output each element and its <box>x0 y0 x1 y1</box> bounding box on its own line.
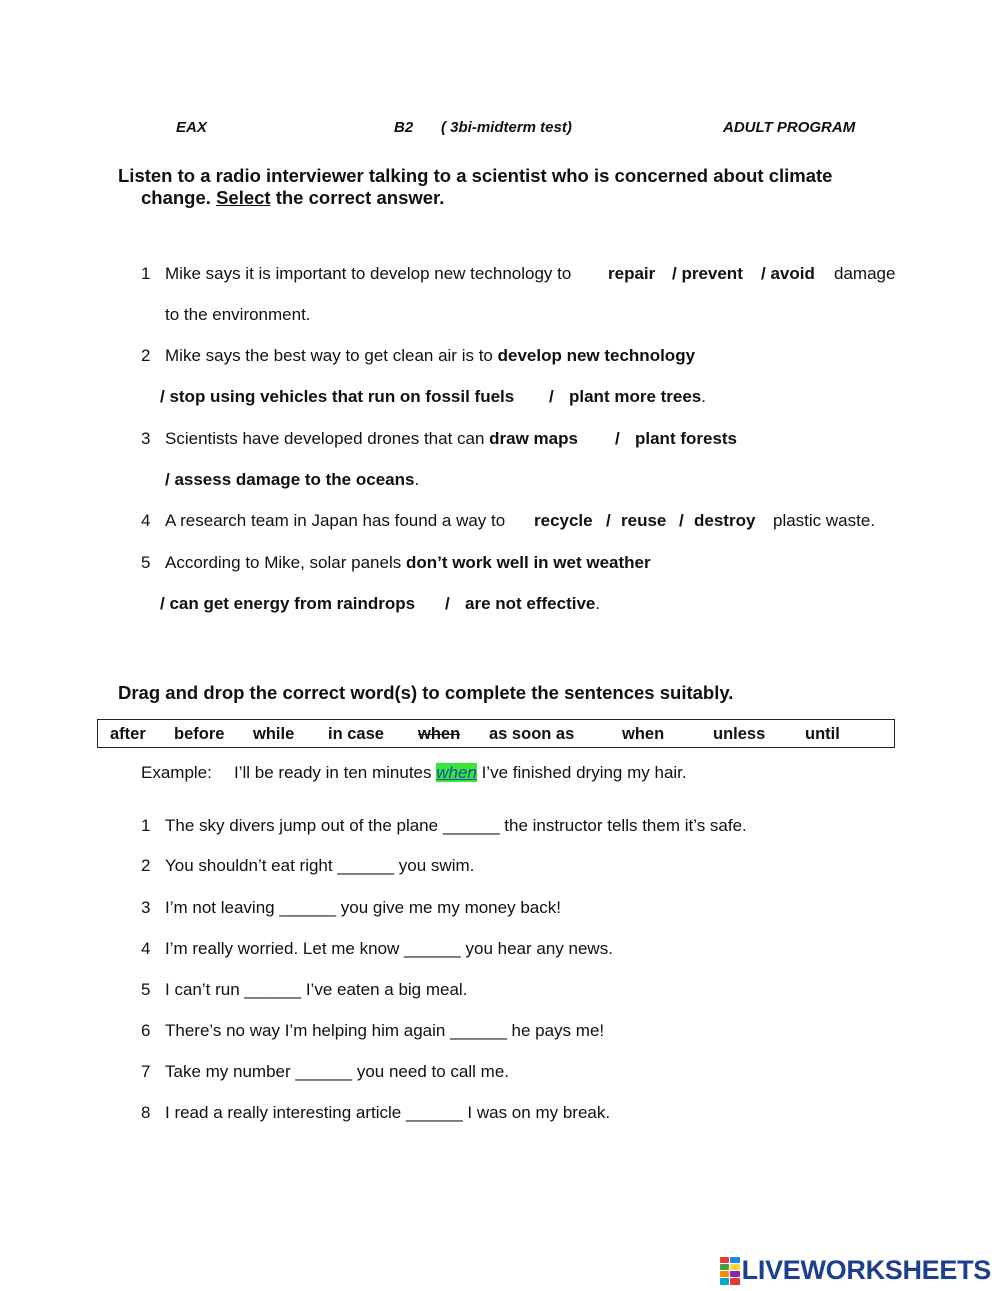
q3-option-plant-forests[interactable]: plant forests <box>635 429 738 448</box>
sentence-number: 3 <box>141 898 151 917</box>
sentence-text: he pays me! <box>506 1021 605 1040</box>
sentence-text: I read a really interesting article <box>165 1103 406 1122</box>
q4-option-recycle[interactable]: recycle <box>534 511 593 530</box>
question-2-stem: Mike says the best way to get clean air is to <box>165 346 498 365</box>
sentence-text: the instructor tells them it’s safe. <box>499 816 747 835</box>
question-3-line1 <box>165 429 578 449</box>
q1-option-repair[interactable]: repair <box>608 264 656 283</box>
question-5-line1 <box>165 553 651 573</box>
sentence-text: you hear any news. <box>460 939 613 958</box>
section1-instruction-line2 <box>141 187 444 209</box>
q2-option-plant-trees[interactable]: plant more trees <box>569 387 702 406</box>
q5-option-raindrops[interactable]: / can get energy from raindrops <box>160 594 416 613</box>
sentence-3 <box>165 898 561 918</box>
sentence-1 <box>165 816 747 836</box>
q2-option-stop-vehicles[interactable]: / stop using vehicles that run on fossil fuels <box>160 387 515 406</box>
sentence-number: 1 <box>141 816 151 835</box>
section2-instruction: Drag and drop the correct word(s) to complete the sentences suitably. <box>118 682 734 703</box>
question-3-line2 <box>165 470 419 490</box>
sentence-text: There’s no way I’m helping him again <box>165 1021 451 1040</box>
sentence-2 <box>165 856 474 876</box>
question-4-stem: A research team in Japan has found a way to <box>165 511 506 530</box>
word-bank-item-when[interactable]: when <box>622 725 665 743</box>
question-1-line2: to the environment. <box>165 305 311 324</box>
question-3-stem: Scientists have developed drones that can <box>165 429 490 448</box>
drop-blank-7[interactable]: ______ <box>295 1062 353 1081</box>
sentence-text: I’m really worried. Let me know <box>165 939 405 958</box>
sentence-text: I’ve eaten a big meal. <box>301 980 468 999</box>
question-number: 4 <box>141 511 151 530</box>
liveworksheets-logo <box>720 1255 991 1286</box>
section1-instruction-line1: Listen to a radio interviewer talking to a scientist who is concerned about climate <box>118 165 833 186</box>
sentence-text: I can’t run <box>165 980 245 999</box>
drop-blank-3[interactable]: ______ <box>279 898 337 917</box>
sentence-number: 8 <box>141 1103 151 1122</box>
q1-option-prevent[interactable]: / prevent <box>672 264 743 283</box>
option-separator: / <box>549 387 554 406</box>
word-bank-item-in-case[interactable]: in case <box>328 725 384 743</box>
q5-option-wet-weather[interactable]: don’t work well in wet weather <box>405 553 651 572</box>
drop-blank-1[interactable]: ______ <box>442 816 500 835</box>
q3-option-assess-damage[interactable]: / assess damage to the oceans <box>165 470 415 489</box>
word-bank-item-unless[interactable]: unless <box>713 725 766 743</box>
example-answer-highlight: when <box>436 763 477 782</box>
sentence-7 <box>165 1062 509 1082</box>
instruction-text: change. <box>141 187 217 208</box>
header-test-name: ( 3bi-midterm test) <box>441 119 572 136</box>
q5-option-not-effective[interactable]: are not effective <box>465 594 596 613</box>
question-number: 5 <box>141 553 151 572</box>
sentence-text: you need to call me. <box>352 1062 509 1081</box>
q4-option-destroy[interactable]: destroy <box>694 511 756 530</box>
sentence-text: you give me my money back! <box>336 898 561 917</box>
drop-blank-8[interactable]: ______ <box>405 1103 463 1122</box>
q3-option-draw-maps[interactable]: draw maps <box>489 429 578 448</box>
sentence-number: 5 <box>141 980 151 999</box>
header-course: EAX <box>176 119 207 136</box>
example-text: I’ve finished drying my hair. <box>476 763 687 782</box>
sentence-text: I’m not leaving <box>165 898 280 917</box>
option-separator: / <box>606 511 611 530</box>
sentence-text: The sky divers jump out of the plane <box>165 816 443 835</box>
period: . <box>595 594 601 613</box>
sentence-5 <box>165 980 467 1000</box>
word-bank-item-as-soon-as[interactable]: as soon as <box>489 725 575 743</box>
sentence-number: 6 <box>141 1021 151 1040</box>
q1-option-avoid[interactable]: / avoid <box>761 264 815 283</box>
question-number: 2 <box>141 346 151 365</box>
logo-text: LIVEWORKSHEETS <box>741 1255 991 1285</box>
drop-blank-5[interactable]: ______ <box>244 980 302 999</box>
option-separator: / <box>679 511 684 530</box>
question-5-stem: According to Mike, solar panels <box>165 553 406 572</box>
question-1-stem: Mike says it is important to develop new technology to <box>165 264 572 283</box>
drop-blank-2[interactable]: ______ <box>337 856 395 875</box>
sentence-4 <box>165 939 613 959</box>
word-bank-item-before[interactable]: before <box>174 725 225 743</box>
drop-blank-4[interactable]: ______ <box>404 939 461 958</box>
word-bank <box>97 719 895 748</box>
word-bank-item-while[interactable]: while <box>253 725 295 743</box>
header-level: B2 <box>394 119 414 136</box>
question-5-line2-end <box>465 594 600 614</box>
select-keyword: Select <box>216 187 271 208</box>
logo-tiles-icon <box>720 1257 740 1285</box>
q4-option-reuse[interactable]: reuse <box>621 511 667 530</box>
header-program: ADULT PROGRAM <box>723 119 856 136</box>
sentence-8 <box>165 1103 610 1123</box>
question-1-tail: damage <box>834 264 896 283</box>
question-4-tail: plastic waste. <box>773 511 876 530</box>
period: . <box>414 470 420 489</box>
sentence-text: you swim. <box>394 856 475 875</box>
word-bank-item-when-used: when <box>418 725 461 743</box>
period: . <box>701 387 706 406</box>
sentence-number: 2 <box>141 856 151 875</box>
sentence-text: Take my number <box>165 1062 296 1081</box>
word-bank-item-until[interactable]: until <box>805 725 840 743</box>
question-2-line1 <box>165 346 695 366</box>
example-sentence <box>234 763 687 783</box>
option-separator: / <box>615 429 620 448</box>
example-label: Example: <box>141 763 212 782</box>
sentence-6 <box>165 1021 604 1041</box>
sentence-number: 7 <box>141 1062 151 1081</box>
sentence-text: I was on my break. <box>462 1103 611 1122</box>
word-bank-item-after[interactable]: after <box>110 725 146 743</box>
question-number: 1 <box>141 264 151 283</box>
instruction-text: the correct answer. <box>270 187 445 208</box>
q2-option-develop-technology[interactable]: develop new technology <box>497 346 696 365</box>
example-text: I’ll be ready in ten minutes <box>234 763 437 782</box>
drop-blank-6[interactable]: ______ <box>450 1021 507 1040</box>
option-separator: / <box>445 594 450 613</box>
sentence-text: You shouldn’t eat right <box>165 856 338 875</box>
question-number: 3 <box>141 429 151 448</box>
question-2-line2-end <box>569 387 706 407</box>
sentence-number: 4 <box>141 939 151 958</box>
